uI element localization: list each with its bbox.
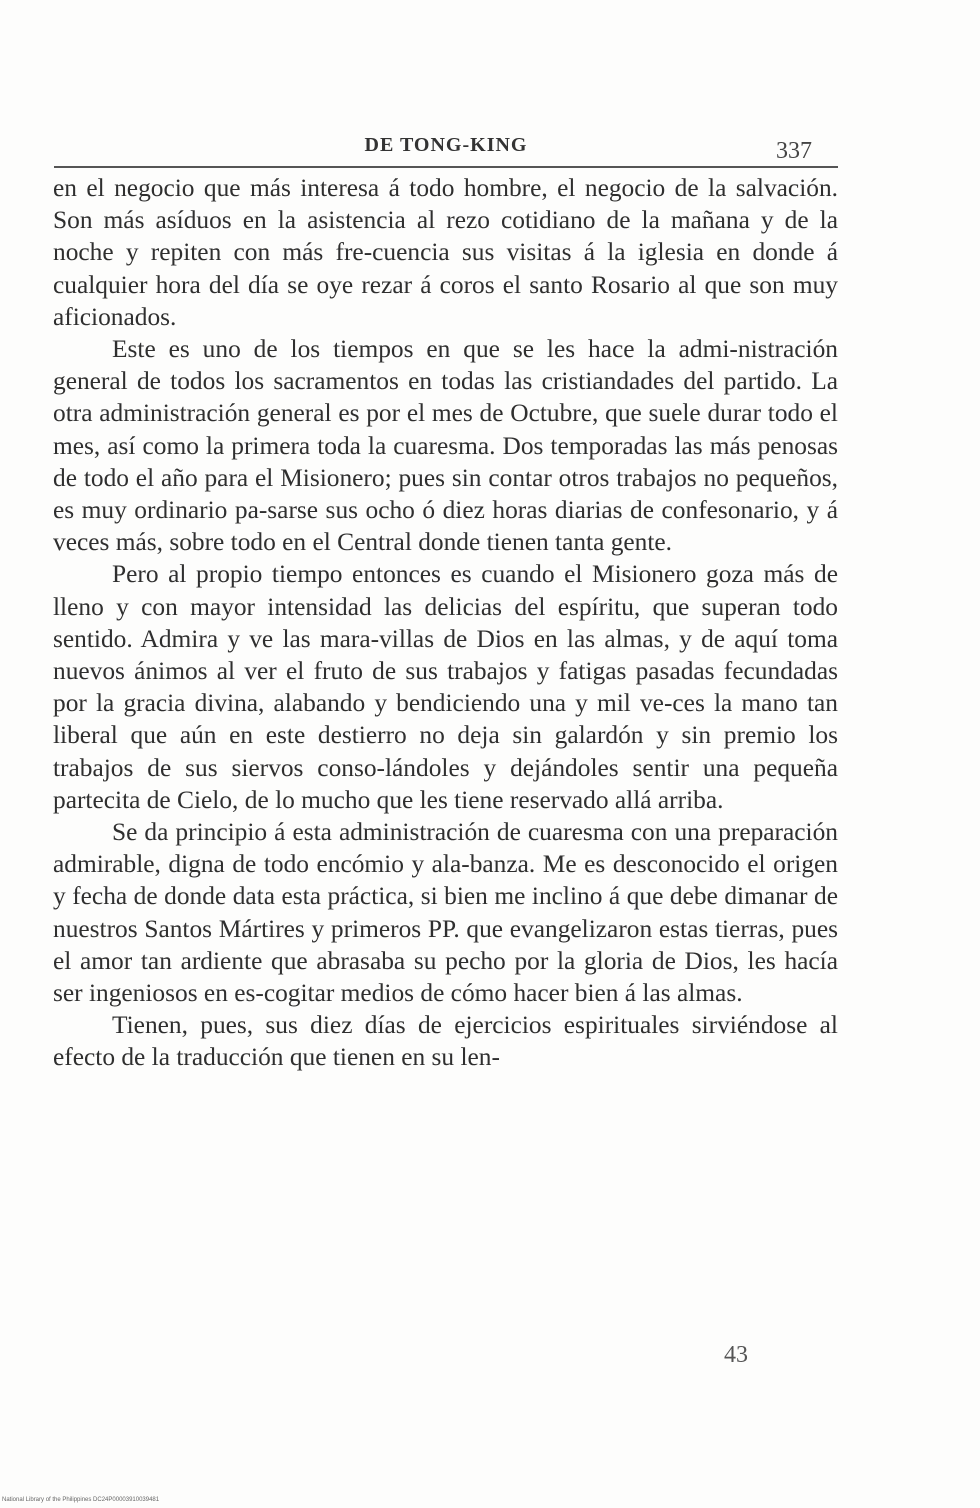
body-text: [53, 172, 838, 1074]
footer-credit: National Library of the Philippines DC24P00003910039481: [2, 1497, 160, 1503]
paragraph-5: Tienen, pues, sus diez días de ejercicios espirituales sirviéndose al efecto de la traducción que tienen en su len-: [53, 1011, 838, 1072]
paragraph-2: Este es uno de los tiempos en que se les hace la admi-nistración general de todos los sacramentos en todas las cristiandades del partido. La otra administración general es por el mes de Octubre, que suele durar todo el mes, así como la primera toda la cuaresma. Dos temporadas las más penosas de todo el año para el Misionero; pues sin contar otros trabajos no pequeños, es muy ordinario pa-sarse sus ocho ó diez horas diarias de confesonario, y á veces más, sobre todo en el Central donde tienen tanta gente.: [53, 335, 838, 557]
paragraph-3: Pero al propio tiempo entonces es cuando el Misionero goza más de lleno y con mayor intensidad las delicias del espíritu, que superan todo sentido. Admira y ve las mara-villas de Dios en las almas, y de aquí toma nuevos ánimos al ver el fruto de sus trabajos y fatigas pasadas fecundadas por la gracia divina, alabando y bendiciendo una y mil ve-ces la mano tan liberal que aún en este destierro no deja sin galardón y sin premio los trabajos de sus siervos conso-lándoles y dejándoles sentir una pequeña partecita de Cielo, de lo mucho que les tiene reservado allá arriba.: [53, 560, 838, 814]
paragraph-4: Se da principio á esta administración de cuaresma con una preparación admirable, digna de todo encómio y ala-banza. Me es desconocido el origen y fecha de donde data esta práctica, si bien me inclino á que debe dimanar de nuestros Santos Mártires y primeros PP. que evangelizaron estas tierras, pues el amor tan ardiente que abrasaba su pecho por la gloria de Dios, les hacía ser ingeniosos en es-cogitar medios de cómo hacer bien á las almas.: [53, 818, 838, 1008]
header-rule: [54, 166, 838, 168]
signature-mark: 43: [724, 1342, 748, 1368]
page-number: 337: [776, 138, 812, 164]
running-title: DE TONG-KING: [364, 134, 528, 156]
running-head: [52, 134, 840, 164]
paragraph-1: en el negocio que más interesa á todo hombre, el negocio de la salvación. Son más asíduos en la asistencia al rezo cotidiano de la mañana y de la noche y repiten con más fre-cuencia sus visitas á la iglesia en donde á cualquier hora del día se oye rezar á coros el santo Rosario al que son muy aficionados.: [53, 174, 838, 331]
